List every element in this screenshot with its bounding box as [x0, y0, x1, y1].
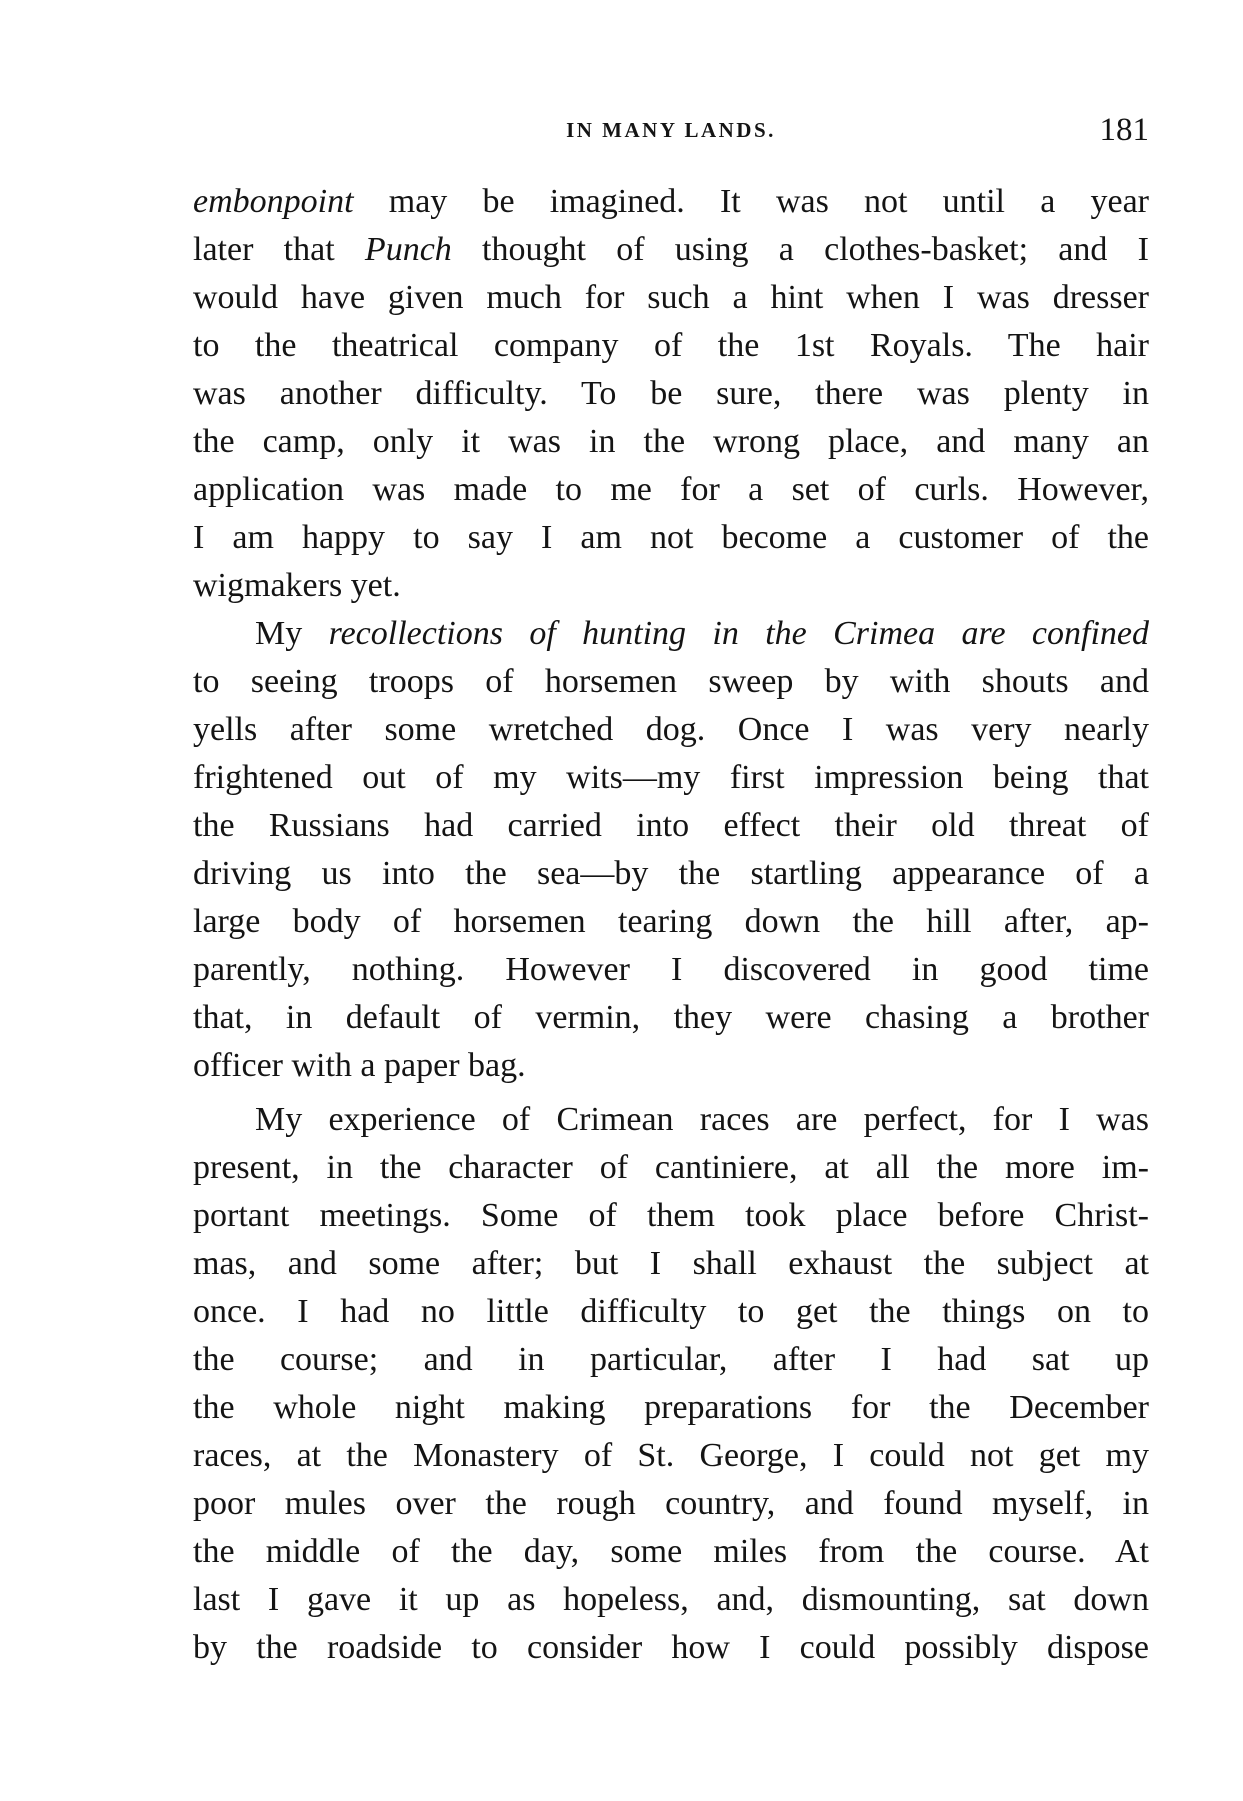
- paragraph-3: [193, 1096, 1149, 1672]
- text-line: the whole night making preparations for the December: [193, 1389, 1149, 1426]
- text-line: embonpoint may be imagined. It was not until a year: [193, 183, 1149, 220]
- text-line: My experience of Crimean races are perfect, for I was: [255, 1101, 1149, 1138]
- text-line: the Russians had carried into effect their old threat of: [193, 807, 1149, 844]
- text-line: large body of horsemen tearing down the hill after, ap-: [193, 903, 1149, 940]
- text-line: yells after some wretched dog. Once I was very nearly: [193, 711, 1149, 748]
- text-line: I am happy to say I am not become a customer of the: [193, 519, 1149, 556]
- text-line: poor mules over the rough country, and found myself, in: [193, 1485, 1149, 1522]
- text-line: races, at the Monastery of St. George, I could not get my: [193, 1437, 1149, 1474]
- text-line: mas, and some after; but I shall exhaust the subject at: [193, 1245, 1149, 1282]
- text-line: application was made to me for a set of curls. However,: [193, 471, 1149, 508]
- text-line: the middle of the day, some miles from the course. At: [193, 1533, 1149, 1570]
- paragraph-2: [193, 610, 1149, 1090]
- text-line: frightened out of my wits—my first impression being that: [193, 759, 1149, 796]
- italic-phrase: recollections of hunting in the Crimea are confined: [328, 615, 1149, 652]
- text-line: wigmakers yet.: [193, 567, 401, 604]
- text-line: by the roadside to consider how I could possibly dispose: [193, 1629, 1149, 1666]
- running-title: IN MANY LANDS.: [566, 118, 776, 142]
- text-line: was another difficulty. To be sure, there was plenty in: [193, 375, 1149, 412]
- text-line: that, in default of vermin, they were chasing a brother: [193, 999, 1149, 1036]
- text-line: once. I had no little difficulty to get the things on to: [193, 1293, 1149, 1330]
- italic-word: Punch: [364, 231, 452, 268]
- text-line: to the theatrical company of the 1st Royals. The hair: [193, 327, 1149, 364]
- text-line: portant meetings. Some of them took place before Christ-: [193, 1197, 1149, 1234]
- text-line: to seeing troops of horsemen sweep by with shouts and: [193, 663, 1149, 700]
- text-line: My recollections of hunting in the Crimea are confined: [255, 615, 1149, 652]
- text-line: parently, nothing. However I discovered in good time: [193, 951, 1149, 988]
- text-line: present, in the character of cantiniere, at all the more im-: [193, 1149, 1149, 1186]
- running-head: [193, 112, 1149, 152]
- text-line: last I gave it up as hopeless, and, dismounting, sat down: [193, 1581, 1149, 1618]
- text-line: later that Punch thought of using a clothes-basket; and I: [193, 231, 1149, 268]
- text-line: driving us into the sea—by the startling appearance of a: [193, 855, 1149, 892]
- text-line: officer with a paper bag.: [193, 1047, 526, 1084]
- text-line: the camp, only it was in the wrong place, and many an: [193, 423, 1149, 460]
- italic-word: embonpoint: [193, 183, 354, 220]
- text-line: the course; and in particular, after I had sat up: [193, 1341, 1149, 1378]
- paragraph-1: [193, 178, 1149, 610]
- body-text: [193, 178, 1149, 1672]
- text-line: would have given much for such a hint when I was dresser: [193, 279, 1149, 316]
- page-number: 181: [1099, 112, 1149, 148]
